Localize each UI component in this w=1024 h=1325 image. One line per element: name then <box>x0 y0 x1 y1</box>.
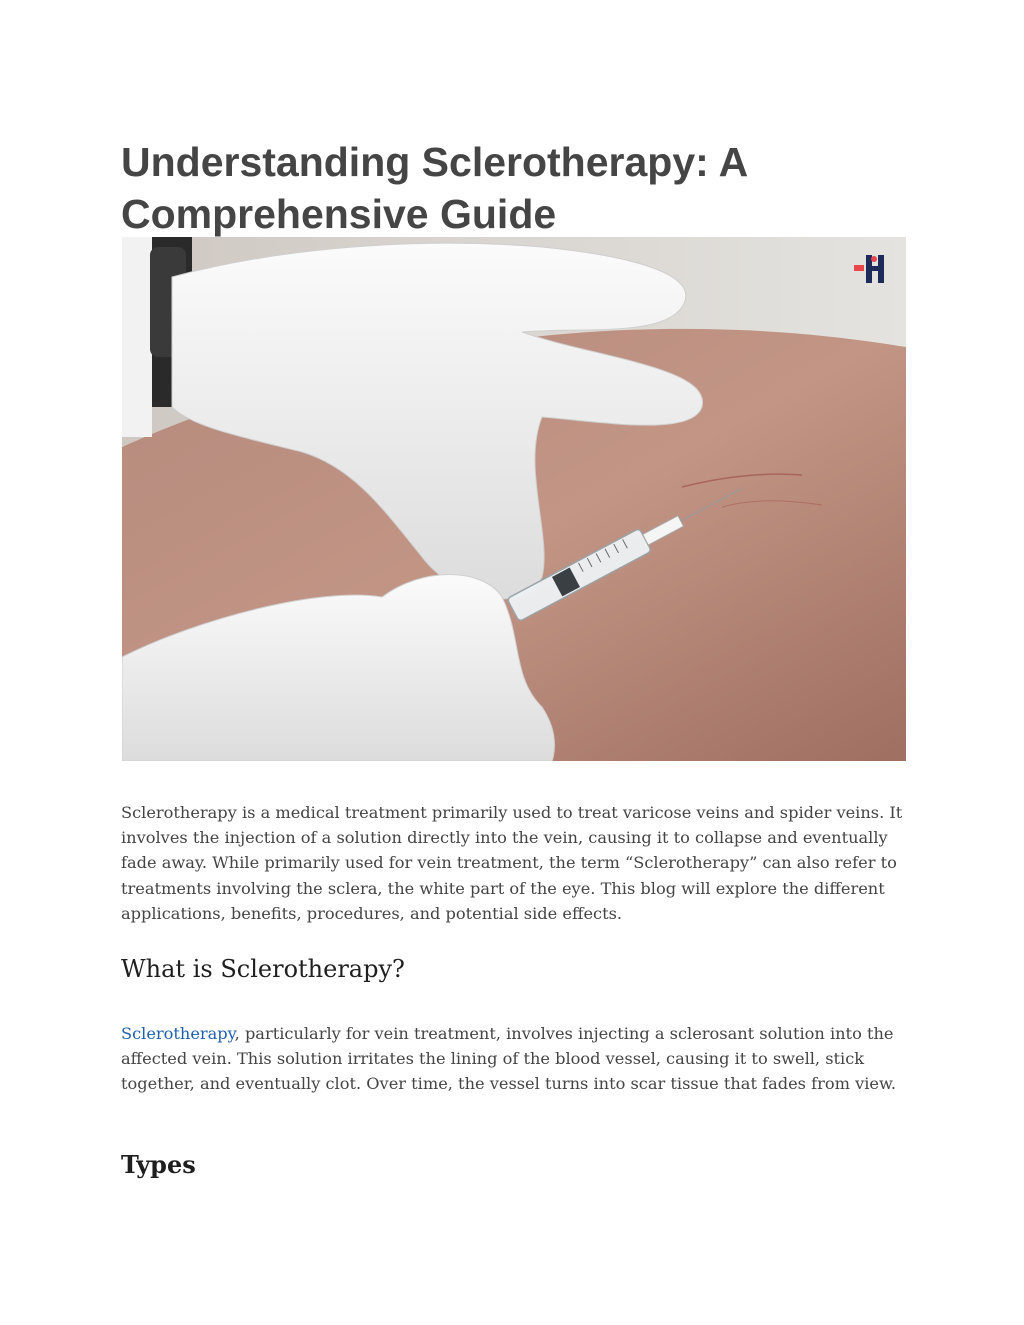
section-heading-what-is: What is Sclerotherapy? <box>121 955 405 983</box>
h-plus-logo-icon <box>854 251 894 287</box>
sclerotherapy-link[interactable]: Sclerotherapy <box>121 1024 235 1043</box>
page-title: Understanding Sclerotherapy: A Comprehensive Guide <box>121 139 747 237</box>
what-is-body-text: , particularly for vein treatment, involves injecting a sclerosant solution into the affected vein. This solution irritates the lining of the blood vessel, causing it to swell, stick together, and eventually clot. Over time, the vessel turns into scar tissue that fades from view. <box>121 1024 897 1094</box>
intro-paragraph: Sclerotherapy is a medical treatment primarily used to treat varicose veins and spider veins. It involves the injection of a solution directly into the vein, causing it to collapse and eventually fade away. While primarily used for vein treatment, the term “Sclerotherapy” can also refer to treatments involving the sclera, the white part of the eye. This blog will explore the different applications, benefits, procedures, and potential side effects. <box>121 803 903 923</box>
sclerotherapy-injection-illustration <box>122 237 906 761</box>
section-heading-types: Types <box>121 1150 196 1179</box>
hero-image <box>122 237 906 761</box>
what-is-paragraph <box>121 1021 911 1097</box>
